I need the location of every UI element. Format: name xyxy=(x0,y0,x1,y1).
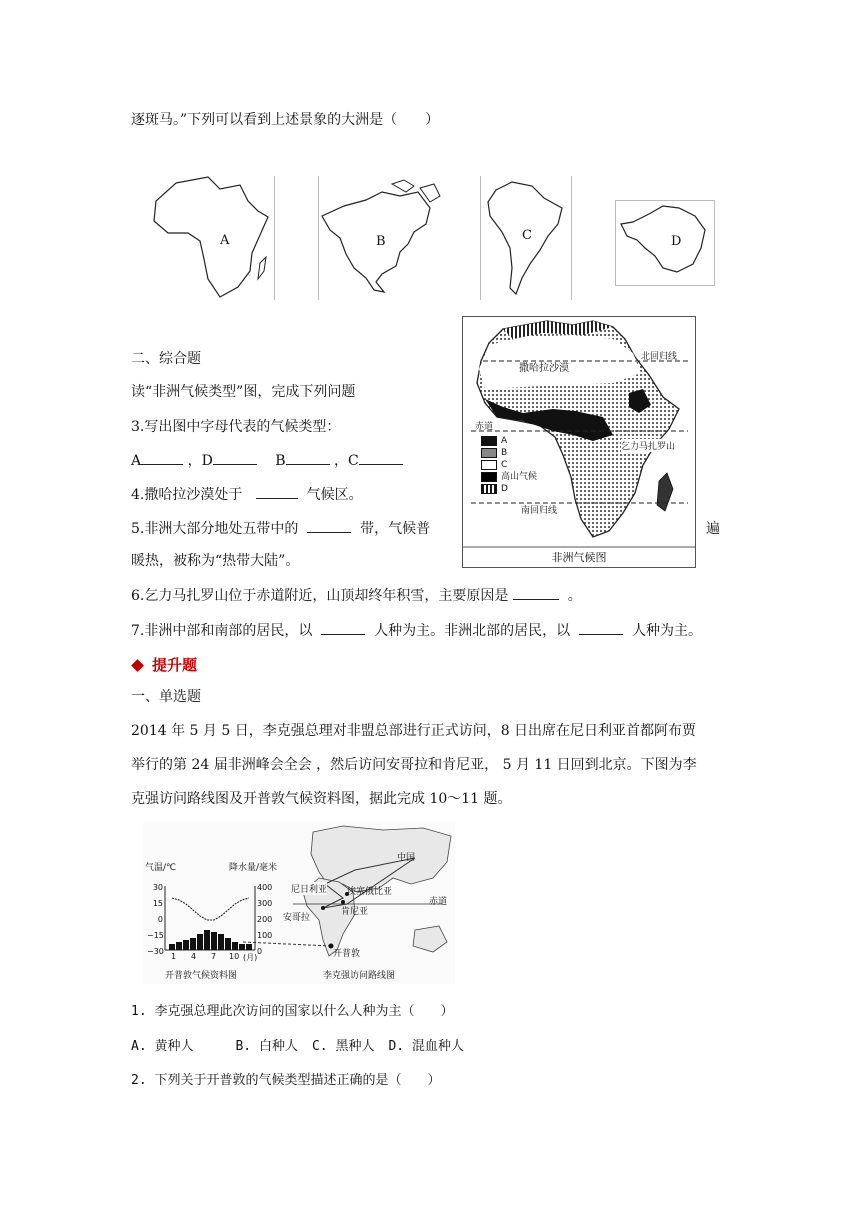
question-tail: 逐斑马。”下列可以看到上述景象的大洲是（ ） xyxy=(131,112,440,128)
precip-tick: 200 xyxy=(257,915,273,924)
question-3-blanks: A ，D B ，C xyxy=(131,451,403,471)
question-1-options xyxy=(131,1037,464,1057)
question-7: 7.非洲中部和南部的居民，以 人种为主。非洲北部的居民，以 人种为主。 xyxy=(131,623,702,639)
legend-item-alpine: 高山气候 xyxy=(481,471,537,483)
option-a[interactable]: A. 黄种人 xyxy=(131,1039,194,1054)
divider xyxy=(571,176,572,300)
divider xyxy=(318,176,319,300)
place-capetown: 开普敦 xyxy=(333,949,361,959)
precip-bar xyxy=(190,938,196,950)
legend-item-b: B xyxy=(481,447,537,459)
divider xyxy=(480,176,481,300)
continent-map-africa xyxy=(148,175,278,300)
question-1: 1. 李克强总理此次访问的国家以什么人种为主（ ） xyxy=(131,1004,454,1019)
section-advanced-title: 提升题 xyxy=(131,654,197,675)
section-title-2: 二、综合题 xyxy=(131,351,201,367)
temperature-curve xyxy=(172,898,249,920)
continent-label-a: A xyxy=(220,233,230,248)
diamond-icon xyxy=(131,659,144,672)
map-label-equator: 赤道 xyxy=(475,422,494,432)
option-d[interactable]: D. 混血种人 xyxy=(388,1039,464,1054)
place-nigeria: 尼日利亚 xyxy=(291,882,327,895)
question-5-cont: 暖热，被称为“热带大陆”。 xyxy=(131,553,300,569)
blank-q5[interactable] xyxy=(307,520,351,533)
precip-bar xyxy=(232,942,238,950)
continent-map-antarctica xyxy=(615,200,715,286)
precip-tick: 400 xyxy=(257,883,273,892)
temp-tick: 0 xyxy=(157,915,163,924)
question-5-end: 遍 xyxy=(706,521,720,537)
map-label-sahara: 撒哈拉沙漠 xyxy=(519,363,569,374)
precip-bar xyxy=(239,944,245,950)
place-kenya: 肯尼亚 xyxy=(341,907,369,917)
continent-label-b: B xyxy=(376,234,386,249)
continent-map-south-america xyxy=(482,178,574,303)
map-legend xyxy=(481,435,537,495)
precip-bar xyxy=(197,934,203,950)
blank-d[interactable] xyxy=(213,452,257,465)
place-equator: 赤道 xyxy=(429,897,448,907)
continent-label-d: D xyxy=(671,234,682,249)
question-5: 5.非洲大部分地处五带中的 带，气候普 xyxy=(131,521,431,537)
blank-q7-b[interactable] xyxy=(579,622,623,635)
section-intro: 读“非洲气候类型”图，完成下列问题 xyxy=(131,384,356,400)
legend-item-c: C xyxy=(481,459,537,471)
month-tick: 1 xyxy=(171,952,177,961)
question-6: 6.乞力马扎罗山位于赤道附近，山顶却终年积雪，主要原因是 。 xyxy=(131,588,582,604)
blank-q6[interactable] xyxy=(513,587,559,600)
precip-bar xyxy=(246,944,252,950)
precip-bar xyxy=(211,932,217,950)
blank-a[interactable] xyxy=(141,452,183,465)
route-map-caption: 李克强访问路线图 xyxy=(323,971,396,981)
temp-tick: −30 xyxy=(147,947,164,956)
single-choice-heading: 一、单选题 xyxy=(131,689,201,705)
paragraph-line-3: 克强访问路线图及开普敦气候资料图，据此完成 10～11 题。 xyxy=(131,791,512,807)
temp-tick: −15 xyxy=(147,931,164,940)
route-and-climate-figure xyxy=(143,822,455,984)
continent-map-north-america xyxy=(318,178,448,303)
divider xyxy=(274,176,275,300)
precip-bar xyxy=(204,930,210,950)
paragraph-line-1: 2014 年 5 月 5 日，李克强总理对非盟总部进行正式访问，8 日出席在尼日利亚首都阿布贾 xyxy=(131,723,697,739)
month-tick: 4 xyxy=(191,952,197,961)
precip-tick: 300 xyxy=(257,899,273,908)
temp-tick: 15 xyxy=(152,899,163,908)
legend-item-a: A xyxy=(481,435,537,447)
question-3: 3.写出图中字母代表的气候类型： xyxy=(131,419,341,435)
precip-bar xyxy=(183,940,189,950)
place-ethiopia: 埃塞俄比亚 xyxy=(347,887,393,897)
precip-tick: 100 xyxy=(257,931,273,940)
map-caption: 非洲气候图 xyxy=(551,551,607,564)
precip-bar xyxy=(169,944,175,950)
precip-tick: 0 xyxy=(257,947,263,956)
place-angola: 安哥拉 xyxy=(283,910,310,923)
map-label-tropic-s: 南回归线 xyxy=(521,506,558,516)
map-label-tropic-n: 北回归线 xyxy=(641,352,678,362)
africa-climate-map xyxy=(462,316,696,568)
precip-bar xyxy=(176,942,182,950)
blank-q4[interactable] xyxy=(256,486,298,499)
precip-bar xyxy=(218,934,224,950)
temp-ticks xyxy=(147,880,163,960)
blank-b[interactable] xyxy=(286,452,330,465)
temp-axis-label: 气温/℃ xyxy=(145,863,177,873)
paragraph-line-2: 举行的第 24 届非洲峰会全会 ，然后访问安哥拉和肯尼亚， 5 月 11 日回到北京。下图为李 xyxy=(131,757,697,773)
option-b[interactable]: B. 白种人 xyxy=(235,1039,298,1054)
question-4: 4.撒哈拉沙漠处于 气候区。 xyxy=(131,487,363,503)
month-tick: 7 xyxy=(211,952,217,961)
month-tick: (月) xyxy=(243,953,258,962)
month-tick: 10 xyxy=(229,952,240,961)
place-china: 中国 xyxy=(397,853,416,863)
legend-item-d: D xyxy=(481,483,537,495)
question-2: 2. 下列关于开普敦的气候类型描述正确的是（ ） xyxy=(131,1073,441,1088)
precip-axis-label: 降水量/毫米 xyxy=(229,863,278,873)
blank-q7-a[interactable] xyxy=(321,622,365,635)
blank-c[interactable] xyxy=(359,452,403,465)
precip-bar xyxy=(225,938,231,950)
temp-tick: 30 xyxy=(152,883,163,892)
climate-chart-caption: 开普敦气候资料图 xyxy=(165,971,238,981)
continent-label-c: C xyxy=(522,228,532,243)
map-label-kilimanjaro: 乞力马扎罗山 xyxy=(621,439,675,452)
precip-ticks xyxy=(257,880,272,960)
option-c[interactable]: C. 黑种人 xyxy=(311,1039,375,1054)
